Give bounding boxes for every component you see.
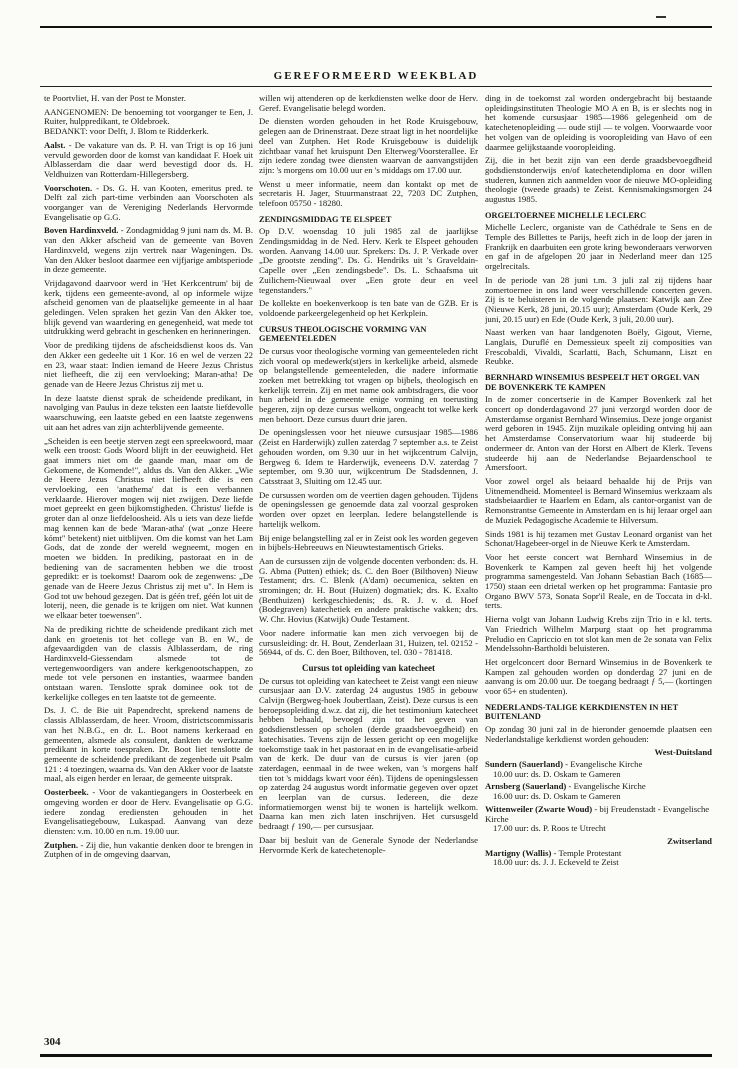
section-heading-buitenland: NEDERLANDS-TALIGE KERKDIENSTEN IN HET BUITENLAND bbox=[485, 702, 679, 722]
paragraph: willen wij attenderen op de kerkdiensten welke door de Herv. Geref. Evangelisatie belegd worden. bbox=[259, 94, 478, 113]
service-listing bbox=[485, 805, 712, 834]
service-time: 16.00 uur: ds. D. Oskam te Gameren bbox=[493, 791, 621, 802]
paragraph: Voor zowel orgel als beiaard behaalde hij de Prijs van Uitnemendheid. Momenteel is Bernard Winsemius werkzaam als stadsbeiaardier te Haarlem en Edam, als cantor-organist van de Remonstrantse Gemeente in Amsterdam en is hij leraar orgel aan de Muziek Pedagogische Academie te Hilversum. bbox=[485, 475, 712, 525]
news-item-zutphen bbox=[44, 841, 253, 860]
paragraph: Naast werken van haar landgenoten Boëly, Gigout, Vierne, Langlais, Duruflé en Demessieux speelt zij composities van Frescobaldi, Vivaldi, Scarlatti, Bach, Schumann, Liszt en Reubke. bbox=[485, 327, 712, 367]
service-listing bbox=[485, 760, 712, 779]
paragraph: Wenst u meer informatie, neem dan kontakt op met de secretaris H. Jager, Stuurmanstraat 22, 7203 DC Zutphen, telefoon 05750 - 18280. bbox=[259, 178, 478, 209]
paragraph: Hierna volgt van Johann Ludwig Krebs zijn Trio in e kl. terts. Van Friedrich Wilhelm Marpurg staat op het programma Preludio en Capriccio en tot slot kan men de 2e sonata van Felix Mendelssohn-Bartholdi beluisteren. bbox=[485, 614, 712, 654]
paragraph: ding in de toekomst zal worden ondergebracht bij bestaande opleidingsinstituten Theologie MO A en B, is er slechts nog in het komende cursusjaar 1985—1986 gelegenheid om de katechetenopleiding — oude stijl — te volgen. Voorwaarde voor het volgen van de opleiding is vooropleiding van Havo of een daarmee gelijkstaande vooropleiding. bbox=[485, 94, 712, 152]
item-text: - De vakature van ds. P. H. van Trigt is op 16 juni vervuld geworden door de komst van kandidaat F. Hoek uit Alblasserdam die daar werd bevestigd door ds. H. Veldhuizen van Rotterdam-Hillegersberg. bbox=[44, 139, 253, 179]
paragraph: Het orgelconcert door Bernard Winsemius in de Bovenkerk te Kampen zal gehouden worden op donderdag 27 juni en de aanvang is om 20.00 uur. De toegang bedraagt ƒ 5,— (kortingen voor 65+ en studenten). bbox=[485, 656, 712, 697]
paragraph: In de zomer concertserie in de Kamper Bovenkerk zal het concert op donderdagavond 27 juni verzorgd worden door de Amsterdamse organist Bernhard Winsemius. Deze jonge organist werd geboren in 1945. Zijn muzikale opleiding ontving hij aan het Amsterdamse Conservatorium waar hij studeerde bij ondermeer dr. Anton van der Horst en Albert de Klerk. Tevens studeerde hij aan de Nederlandse Bejaardenschool te Amersfoort. bbox=[485, 394, 712, 473]
place-name: Zutphen. bbox=[44, 839, 79, 850]
paragraph: BEDANKT: voor Delft, J. Blom te Ridderkerk. bbox=[44, 126, 209, 137]
service-church: - bij Freudenstadt - Evangelische Kirche bbox=[485, 803, 710, 824]
service-time: 18.00 uur: ds. J. J. Eckeveld te Zeist bbox=[493, 857, 619, 868]
place-name: Boven Hardinxveld. bbox=[44, 225, 119, 236]
service-listing bbox=[485, 849, 712, 868]
paragraph: Aan de cursussen zijn de volgende docenten verbonden: ds. H. G. Abma (Putten) ethiek; ds. C. den Boer (Bilthoven) Nieuw Testament; drs. C. Blenk (A'dam) oecumenica, sekten en stromingen; dr. H. Bout (Huizen) dogmatiek; drs. K. Exalto (Benthuizen) kerkgeschiedenis; ds. R. J. v. d. Hoef (Bodegraven) katechetiek en andere praktische vakken; drs. W. Chr. Hovius (Katwijk) Oude Testament. bbox=[259, 555, 478, 625]
paragraph: Sinds 1981 is hij tezamen met Gustav Leonard organist van het Schonat/Hagebeer-orgel in de Nieuwe Kerk te Amsterdam. bbox=[485, 528, 712, 549]
paragraph: Voor de prediking tijdens de afscheidsdienst koos ds. Van den Akker een gedeelte uit 1 Kor. 16 en wel de verzen 22 en 23, waar staat: Indien iemand de Heere Jezus Christus niet liefheeft, die zij een vervloeking; Maran-atha! De genade van de Heere Jezus Christus zij met u. bbox=[44, 340, 253, 389]
paragraph: In deze laatste dienst sprak de scheidende predikant, in navolging van Paulus in deze teksten een laatste liefdevolle waarschuwing, een laatste gebed en een laatste zegenwens uit aan het adres van zijn achterblijvende gemeente. bbox=[44, 392, 253, 432]
publication-title: GEREFORMEERD WEEKBLAD bbox=[273, 70, 479, 82]
item-text: - Zij die, hun vakantie denken door te brengen in Zutphen of in de omgeving daarvan, bbox=[44, 839, 253, 860]
service-church: - Temple Protestant bbox=[553, 847, 622, 858]
column-1 bbox=[44, 94, 253, 1029]
service-place: Arnsberg (Sauerland) bbox=[485, 781, 567, 792]
service-time: 10.00 uur: ds. D. Oskam te Gameren bbox=[493, 768, 621, 779]
paragraph: Michelle Leclerc, organiste van de Cathédrale te Sens en de Temple des Billettes te Parijs, heeft zich in de loop der jaren in Frankrijk en daarbuiten een grote kring bewonderaars verworven en gaf in de afgelopen 20 jaar in Nederland meer dan 125 orgelrecitals. bbox=[485, 222, 712, 272]
news-item-voorschoten bbox=[44, 184, 253, 223]
paragraph: De cursus voor theologische vorming van gemeenteleden richt zich vooral op medewerk(st)ers in kerkelijke arbeid, alsmede op belangstellende gemeenteleden, die nadere informatie zoeken met betrekking tot vragen op bijbels, theologisch en kerkelijk terrein. Zij en met name ook ambtsdragers, die voor hun arbeid in de gemeente enige vorming en toerusting begeren, zijn op deze cursus welkom, ongeacht tot welke kerk men behoort. Deze cursus duurt drie jaren. bbox=[259, 345, 478, 424]
place-name: Voorschoten. bbox=[44, 182, 93, 193]
news-item-aalst bbox=[44, 141, 253, 180]
news-item-boven-hardinxveld bbox=[44, 226, 253, 275]
bottom-rule bbox=[40, 1054, 712, 1057]
paragraph: Daar bij besluit van de Generale Synode der Nederlandse Hervormde Kerk de katechetenople- bbox=[259, 834, 478, 855]
paragraph: Na de prediking richtte de scheidende predikant zich met dank en groetenis tot het college van B. en W., de afgevaardigden van de classis Alblasserdam, de ring Hardinxveld-Giessendam alsmede tot de vertegenwoordigers van andere kerkgenootschappen, zo mede tot vele personen en instanties, waarmee banden ontstaan waren. Tenslotte sprak dominee ook tot de kerkelijke colleges en ten laatste tot de gemeente. bbox=[44, 623, 253, 702]
column-2 bbox=[259, 94, 478, 1029]
item-text: - Ds. G. H. van Kooten, emeritus pred. te Delft zal zich part-time verbinden aan Voorschoten als voorganger van de Vereniging Nederlands Hervormde Evangelisatie op G.G. bbox=[44, 182, 253, 222]
section-heading-zendingsmiddag: ZENDINGSMIDDAG TE ELSPEET bbox=[259, 214, 392, 224]
column-3 bbox=[485, 94, 712, 1029]
paragraph: De kollekte en boekenverkoop is ten bate van de GZB. Er is voldoende parkeergelegenheid op het Kerkplein. bbox=[259, 298, 478, 318]
page-header bbox=[40, 66, 712, 90]
paragraph: Bij enige belangstelling zal er in Zeist ook les worden gegeven in bijbels-Hebreeuws en Nieuwtestamentisch Grieks. bbox=[259, 532, 478, 553]
section-heading-katecheet: Cursus tot opleiding van katecheet bbox=[301, 662, 435, 673]
paragraph: Op D.V. woensdag 10 juli 1985 zal de jaarlijkse Zendingsmiddag in de Ned. Herv. Kerk te Elspeet gehouden worden. Aanvang 14.00 uur. Sprekers: Ds. J. P. Verkade over „De grootste zending". Ds. G. Hendriks uit 's Graveldain-Capelle over „Een zendingsbede". Ds. L. Schaafsma uit Zuilichem-Nieuwaal over „Een grote deur en veel tegenstanders." bbox=[259, 226, 478, 295]
top-rule bbox=[40, 26, 712, 28]
service-listing bbox=[485, 782, 712, 801]
paragraph: De cursussen worden om de veertien dagen gehouden. Tijdens de openingslessen ge genoemde data zal voorzal gesproken worden over opzet en leerplan. Iedere belangstellende is hartelijk welkom. bbox=[259, 489, 478, 529]
service-church: - Evangelische Kirche bbox=[565, 759, 643, 770]
service-place: Sundern (Sauerland) bbox=[485, 759, 563, 770]
section-heading-cursus: CURSUS THEOLOGISCHE VORMING VAN GEMEENTELEDEN bbox=[259, 324, 427, 344]
region-label: West-Duitsland bbox=[654, 747, 712, 758]
paragraph: De cursus tot opleiding van katecheet te Zeist vangt een nieuw cursusjaar aan D.V. zaterdag 24 augustus 1985 in gebouw Calvijn (Bergweg-hoek Joubertlaan, Zeist). Deze cursus is een beroepsopleiding d.w.z. dat zij, die het testimonium katecheet hebben behaald, bevoegd zijn tot het geven van godsdienstlessen op scholen (derde graadsbevoegdheid) en katechisaties. Tevens zijn de lessen gericht op een mogelijke toekomstige taak in het pastoraat en in de evangelisatie-arbeid van de kerk. De duur van de cursus is vier jaren (op zaterdagen, eenmaal in de twee weken, van 's morgens half tien tot 's middags kwart voor één). Tijdens de openingslessen op zaterdag 24 augustus wordt informatie gegeven over opzet en leerplan van de cursus. Iedereen, die deze informatiemorgen wenst bij te wonen is hartelijk welkom. Daarna kan men zich laten inschrijven. Het cursusgeld bedraagt ƒ 190,— per cursusjaar. bbox=[259, 675, 478, 832]
paragraph: Zij, die in het bezit zijn van een derde graadsbevoegdheid godsdienstonderwijs en/of katechetendiploma en door willen studeren, kunnen zich aanmelden voor de nieuwe MO-opleiding theologie (tweede graads) te Zeist. Kennismakingsmorgen 24 augustus 1985. bbox=[485, 155, 712, 205]
paragraph: De diensten worden gehouden in het Rode Kruisgebouw, gelegen aan de Drinenstraat. Deze straat ligt in het noordelijke deel van Zutphen. Het Rode Kruisgebouw is duidelijk zichtbaar vanaf het kruispunt Den Elterweg/Voorsterallee. Er zijn iedere zondag twee diensten waarvan de aanvangstijden zijn: 's morgens om 10.00 uur en 's middags om 17.00 uur. bbox=[259, 116, 478, 175]
service-time: 17.00 uur: ds. P. Roos te Utrecht bbox=[493, 823, 606, 834]
paragraph: AANGENOMEN: De benoeming tot voorganger te Een, J. Ruiter, hulppredikant, te Oldebroek. bbox=[44, 106, 253, 127]
section-heading-leclerc: ORGELTOERNEE MICHELLE LECLERC bbox=[485, 210, 647, 220]
service-place: Martigny (Wallis) bbox=[485, 847, 552, 858]
item-text: - Zondagmiddag 9 juni nam ds. M. B. van den Akker afscheid van de gemeente van Boven Hardinxveld, wegens zijn vertrek naar Wageningen. Ds. Van den Akker besloot daarmee een vijfjarige ambtsperiode in deze gemeente. bbox=[44, 225, 253, 275]
item-text: - Voor de vakantiegangers in Oosterbeek en omgeving worden er door de Herv. Evangelisatie op G.G. iedere zondag erediensten gehouden in het Evangelisatiegebouw, Lukaspad. Aanvang van deze diensten: v.m. 10.00 en n.m. 19.00 uur. bbox=[44, 787, 253, 836]
top-mark bbox=[656, 16, 666, 18]
paragraph: Voor het eerste concert wat Bernhard Winsemius in de Bovenkerk te Kampen zal geven heeft hij het volgende programma samengesteld. Van Johann Sebastian Bach (1685—1750) staan een drietal werken op het programma: Fantasie pro Organo BWV 573, Sonata Sopr'il Reale, en de Toccata in d-kl. terts. bbox=[485, 551, 712, 611]
header-rule bbox=[40, 86, 712, 87]
place-name: Oosterbeek. bbox=[44, 787, 89, 798]
paragraph: Op zondag 30 juni zal in de hieronder genoemde plaatsen een Nederlandstalige kerkdienst worden gehouden: bbox=[485, 723, 712, 744]
news-item-oosterbeek bbox=[44, 788, 253, 837]
paragraph: te Poortvliet, H. van der Post te Monster. bbox=[44, 94, 186, 103]
section-heading-winsemius: BERNHARD WINSEMIUS BESPEELT HET ORGEL VAN DE BOVENKERK TE KAMPEN bbox=[485, 373, 700, 392]
paragraph: Vrijdagavond daarvoor werd in 'Het Kerkcentrum' bij de kerk, tijdens een gemeente-avond, al op informele wijze afscheid genomen van de plaatselijke gemeente in al haar geledingen. Velen spraken het gezin Van den Akker toe, blijk gevend van waardering en genegenheid, wat mede tot uitdrukking werd gebracht in geschenken en herinneringen. bbox=[44, 277, 253, 337]
paragraph: „Scheiden is een beetje sterven zegt een spreekwoord, maar welk een troost: Gods Woord blijft in der eeuwigheid. Het gaat immers niet om de gaande man, maar om de Gekomene, de Komende!", aldus ds. Van den Akker. „Wie de Heere Jezus Christus niet liefheeft die is een vervloeking, een 'anathema' dat is een verbannen verklaarde. Hierover mogen wij niet zwijgen. Deze liefde moet gepreekt en geen bijkomstigheden. Christus' liefde is groter dan al onze liefdeloosheid. Als u iets van deze liefde mag kennen kan de bede 'Maran-atha' (wat „onze Heere kómt" betekent) niet uitblijven. Om die komst van het Lam Gods, dat de zonde der wereld wegneemt, mogen en moeten we bidden. In prediking, pastoraat en in de bediening van de sacramenten hebben we die troost gepredikt: er is toekomst! Daarom ook de zegenwens: „De genade van de Heere Jezus Christus zij met u". In Hem is God tot uw behoud gezegen. Dat is géén tref, géén lot uit de loterij, neen, die genade is te krijgen om niet. Wat kunnen we elkaar beter toewensen". bbox=[44, 435, 253, 621]
paragraph: Ds. J. C. de Bie uit Papendrecht, sprekend namens de classis Alblasserdam, de heer. Vroom, districtscommissaris van het N.B.G., en dr. L. Boot namens kerkeraad en gemeenten, alsmede als consulent, dankten de werkzame predikant in korte toespraken. Dr. Boot liet tenslotte de gemeente de scheidende predikant de zegenbede uit Psalm 121 : 4 toezingen, waarna ds. Van den Akker voor de laatste maal, als eigen herder en leraar, de gemeente uitsprak. bbox=[44, 705, 253, 784]
service-church: - Evangelische Kirche bbox=[568, 781, 646, 792]
region-label: Zwitserland bbox=[667, 835, 712, 846]
paragraph: De openingslessen voor het nieuwe cursusjaar 1985—1986 (Zeist en Harderwijk) zullen zaterdag 7 september a.s. te Zeist gehouden worden, om 9.30 uur in het wijkcentrum Calvijn, Bergweg 6. Idem te Harderwijk, eveneens D.V. zaterdag 7 september, om 9.30 uur, wijkcentrum De Stadsdennen, J. Catsstraat 3, Sluiting om 12.45 uur. bbox=[259, 427, 478, 486]
paragraph: Voor nadere informatie kan men zich vervoegen bij de cursusleiding: dr. H. Bout, Zenderlaan 31, Huizen, tel. 02152 - 56944, of ds. C. den Boer, Bilthoven, tel. 030 - 781418. bbox=[259, 627, 478, 658]
page-number: 304 bbox=[44, 1036, 61, 1048]
service-place: Wittenweiler (Zwarte Woud) bbox=[485, 803, 593, 814]
place-name: Aalst. bbox=[44, 139, 66, 150]
paragraph: In de periode van 28 juni t.m. 3 juli zal zij tijdens haar zomertoernee in ons land weer verschillende concerten geven. Zij is te beluisteren in de volgende plaatsen: Katwijk aan Zee (Nieuwe Kerk, 28 juni, 20.15 uur); Amsterdam (Oude Kerk, 29 juni, 20.15 uur) en Ede (Oude Kerk, 3 juli, 20.00 uur). bbox=[485, 274, 712, 324]
